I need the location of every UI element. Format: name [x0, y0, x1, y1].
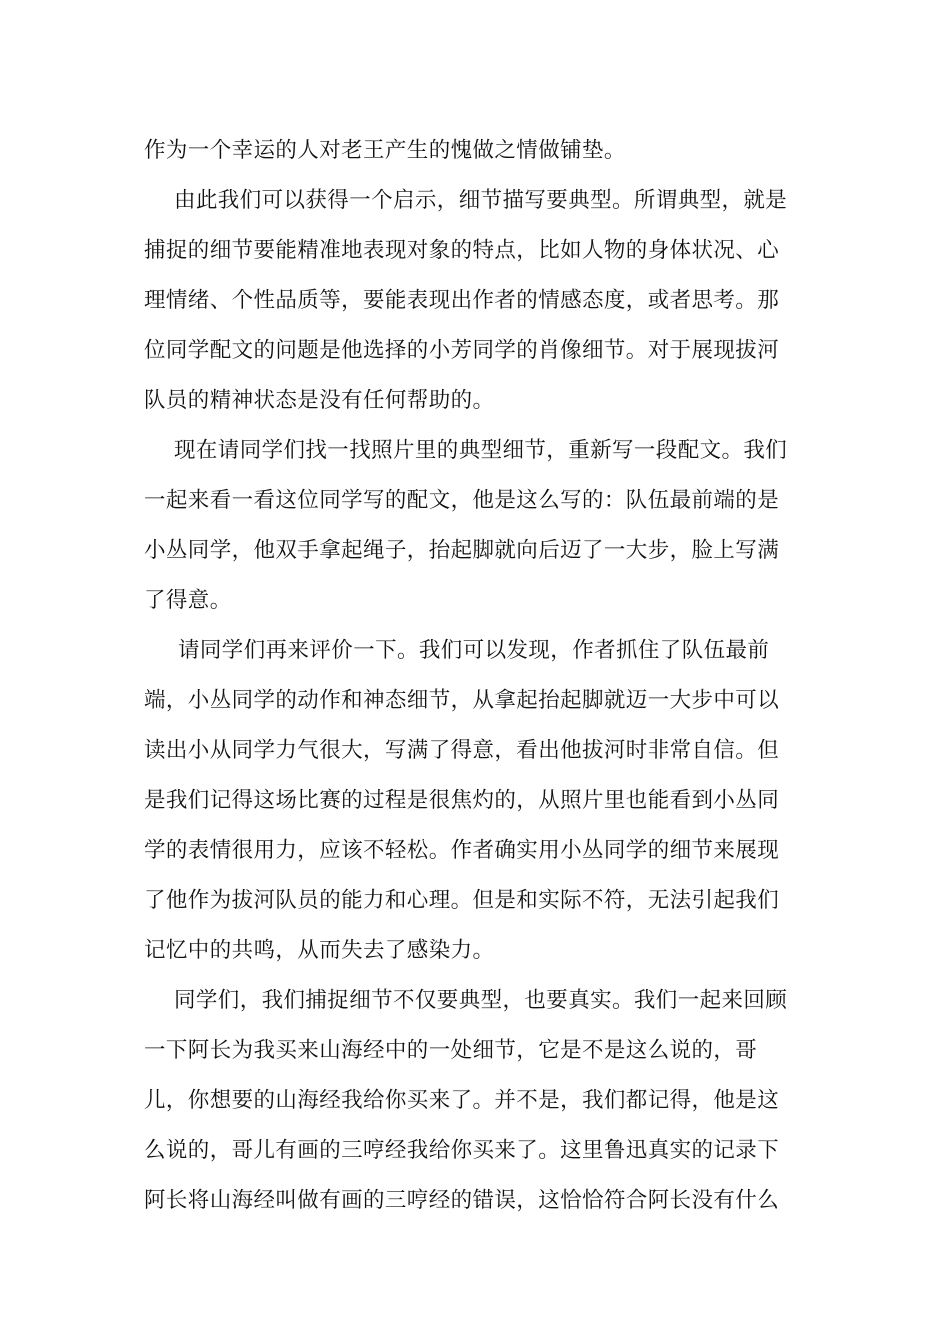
text-line: 作为一个幸运的人对老王产生的愧做之情做铺垫。 [144, 138, 626, 163]
text-line: 队员的精神状态是没有任何帮助的。 [144, 388, 495, 413]
text-line: 小丛同学，他双手拿起绳子，抬起脚就向后迈了一大步，脸上写满 [144, 538, 780, 563]
text-line: 捕捉的细节要能精准地表现对象的特点，比如人物的身体状况、心 [144, 238, 780, 263]
text-line: 么说的，哥儿有画的三哼经我给你买来了。这里鲁迅真实的记录下 [144, 1138, 780, 1163]
text-line: 读出小从同学力气很大，写满了得意，看出他拔河时非常自信。但 [144, 738, 780, 763]
text-line: 位同学配文的问题是他选择的小芳同学的肖像细节。对于展现拔河 [144, 338, 780, 363]
paragraph-first-line: 请同学们再来评价一下。我们可以发现，作者抓住了队伍最前 [178, 638, 770, 663]
text-line: 一起来看一看这位同学写的配文，他是这么写的：队伍最前端的是 [144, 488, 780, 513]
text-line: 是我们记得这场比赛的过程是很焦灼的，从照片里也能看到小丛同 [144, 788, 780, 813]
text-line: 儿，你想要的山海经我给你买来了。并不是，我们都记得，他是这 [144, 1088, 780, 1113]
text-line: 端，小丛同学的动作和神态细节，从拿起抬起脚就迈一大步中可以 [144, 688, 780, 713]
text-line: 理情绪、个性品质等，要能表现出作者的情感态度，或者思考。那 [144, 288, 780, 313]
paragraph-first-line: 同学们，我们捕捉细节不仅要典型，也要真实。我们一起来回顾 [174, 988, 788, 1013]
paragraph-first-line: 由此我们可以获得一个启示，细节描写要典型。所谓典型，就是 [174, 188, 788, 213]
text-line: 了得意。 [144, 588, 232, 613]
text-line: 一下阿长为我买来山海经中的一处细节，它是不是这么说的，哥 [144, 1038, 758, 1063]
paragraph-first-line: 现在请同学们找一找照片里的典型细节，重新写一段配文。我们 [174, 438, 788, 463]
text-line: 学的表情很用力，应该不轻松。作者确实用小丛同学的细节来展现 [144, 838, 780, 863]
text-line: 了他作为拔河队员的能力和心理。但是和实际不符，无法引起我们 [144, 888, 780, 913]
text-line: 记忆中的共鸣，从而失去了感染力。 [144, 938, 495, 963]
text-line: 阿长将山海经叫做有画的三哼经的错误，这恰恰符合阿长没有什么 [144, 1188, 780, 1213]
